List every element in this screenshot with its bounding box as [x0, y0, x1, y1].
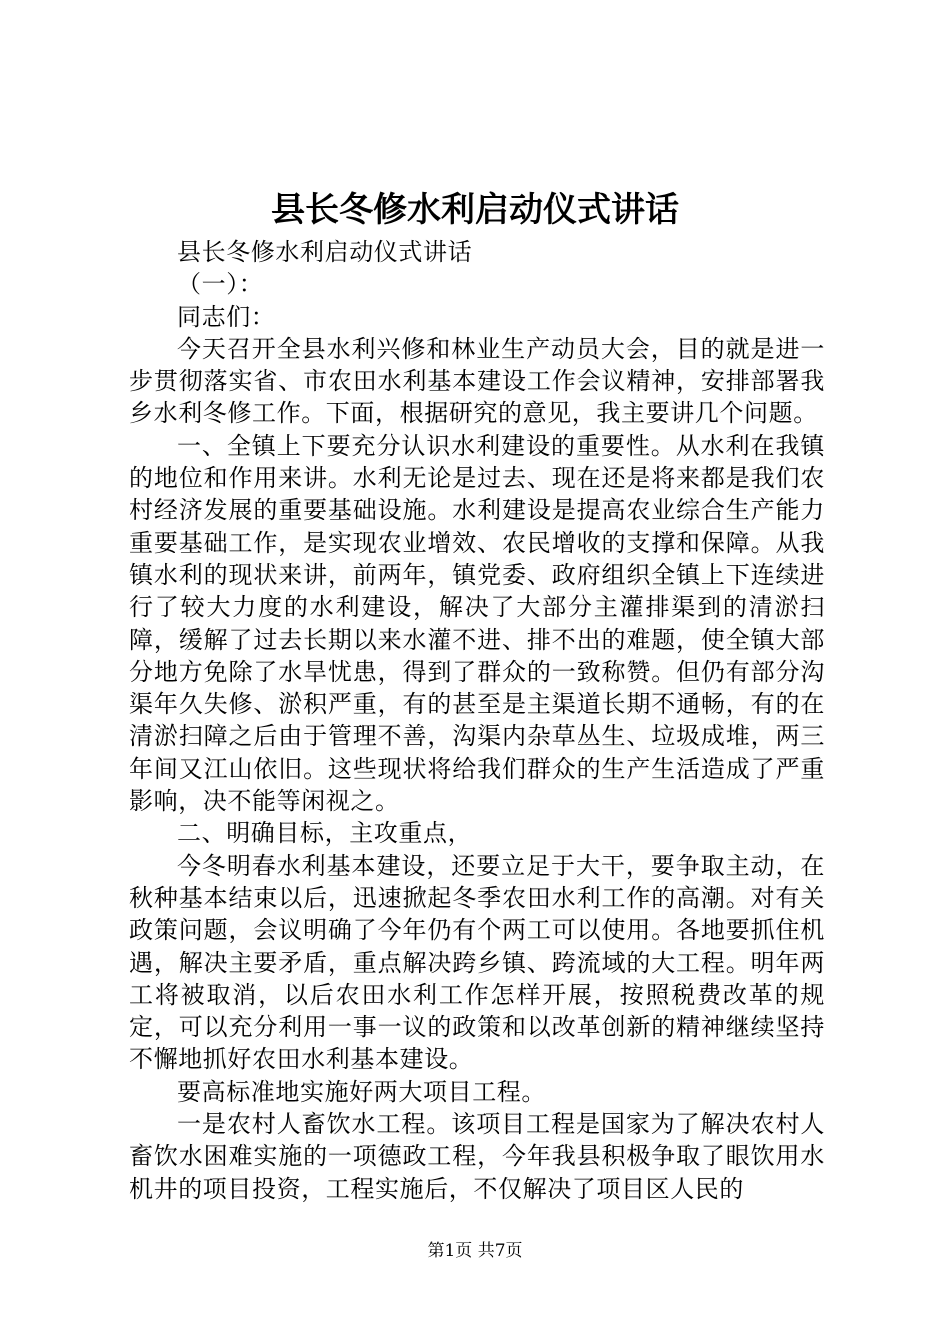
- paragraph-salutation: 同志们：: [177, 302, 276, 331]
- paragraph-point-two-heading: 二、明确目标，主攻重点，: [177, 819, 473, 848]
- paragraph-project-one: 一是农村人畜饮水工程。该项目工程是国家为了解决农村人畜饮水困难实施的一项德政工程，今年我县积极争取了眼饮用水机井的项目投资，工程实施后，不仅解决了项目区人民的: [129, 1110, 825, 1203]
- paragraph-section-marker: （一）：: [177, 270, 264, 299]
- document-body: [129, 236, 825, 1205]
- paragraph-point-two-body: 今冬明春水利基本建设，还要立足于大干，要争取主动，在秋种基本结束以后，迅速掀起冬季农田水利工作的高潮。对有关政策问题，会议明确了今年仍有个两工可以使用。各地要抓住机遇，解决主要矛盾，重点解决跨乡镇、跨流域的大工程。明年两工将被取消，以后农田水利工作怎样开展，按照税费改革的规定，可以充分利用一事一议的政策和以改革创新的精神继续坚持不懈地抓好农田水利基本建设。: [129, 851, 825, 1074]
- document-title: 县长冬修水利启动仪式讲话: [271, 190, 679, 230]
- paragraph-projects-heading: 要高标准地实施好两大项目工程。: [177, 1077, 546, 1106]
- paragraph-subtitle: 县长冬修水利启动仪式讲话: [177, 238, 473, 266]
- page-number-footer: 第1页 共7页: [427, 1241, 523, 1261]
- paragraph-point-one: 一、全镇上下要充分认识水利建设的重要性。从水利在我镇的地位和作用来讲。水利无论是过去、现在还是将来都是我们农村经济发展的重要基础设施。水利建设是提高农业综合生产能力重要基础工作，是实现农业增效、农民增收的支撑和保障。从我镇水利的现状来讲，前两年，镇党委、政府组织全镇上下连续进行了较大力度的水利建设，解决了大部分主灌排渠到的清淤扫障，缓解了过去长期以来水灌不进、排不出的难题，使全镇大部分地方免除了水旱忧患，得到了群众的一致称赞。但仍有部分沟渠年久失修、淤积严重，有的甚至是主渠道长期不通畅，有的在清淤扫障之后由于管理不善，沟渠内杂草丛生、垃圾成堆，两三年间又江山依旧。这些现状将给我们群众的生产生活造成了严重影响，决不能等闲视之。: [129, 431, 825, 816]
- paragraph-intro: 今天召开全县水利兴修和林业生产动员大会，目的就是进一步贯彻落实省、市农田水利基本建设工作会议精神，安排部署我乡水利冬修工作。下面，根据研究的意见，我主要讲几个问题。: [129, 334, 825, 428]
